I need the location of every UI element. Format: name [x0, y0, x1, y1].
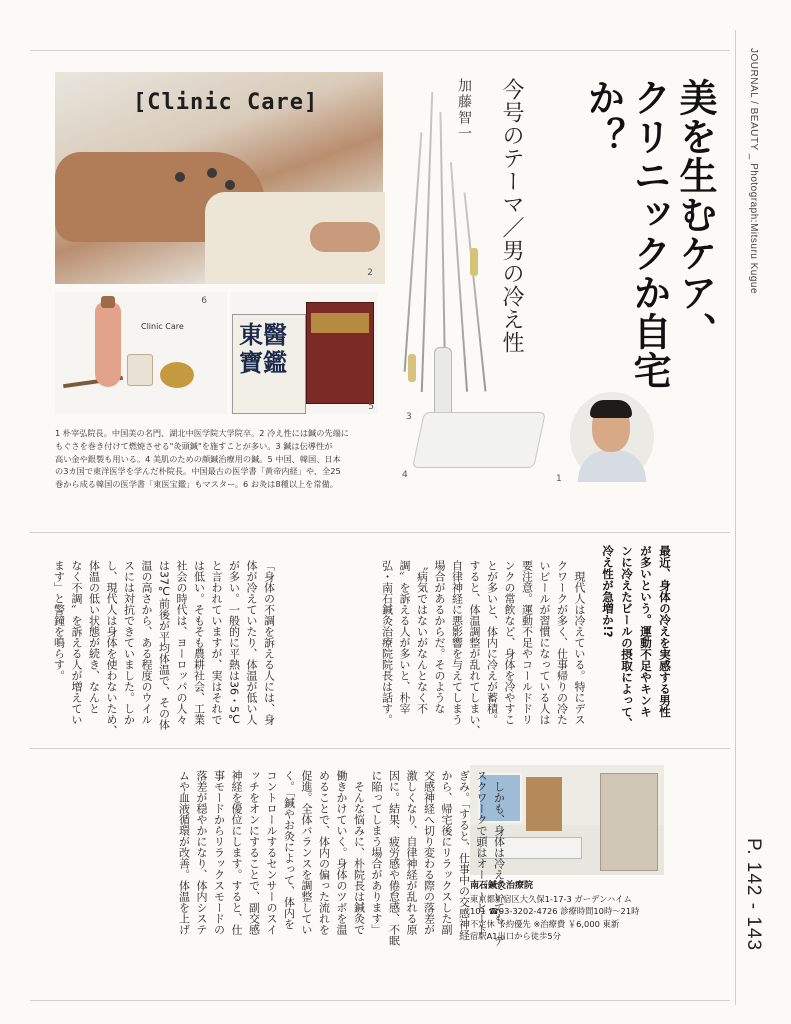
needle — [421, 92, 433, 392]
journal-label: JOURNAL / BEAUTY _ Photograph:Mitsuru Kugue — [748, 48, 759, 295]
medical-books-photo — [230, 292, 378, 414]
book-red — [306, 302, 374, 404]
moxa-bottle — [95, 302, 121, 387]
body-line: スには対抗できていました。しか — [122, 560, 136, 725]
body-line: ンクの常飲など、身体を冷やすこ — [503, 560, 516, 725]
body-line: コントロールするセンサーのスイ — [265, 770, 278, 935]
body-line: と言われていますが、実はそれで — [210, 560, 223, 725]
mid-rule — [30, 532, 730, 533]
face-needle-tray-photo — [402, 404, 562, 480]
photo-number: 2 — [367, 268, 373, 278]
moxa-sponge — [160, 362, 194, 388]
photo-number: 1 — [556, 474, 562, 484]
clinic-info-line: 不定休 予約優先 ※治療費 ￥6,000 東新 — [470, 918, 620, 929]
body-line: 事モードからリラックスモードの — [212, 770, 226, 935]
body-column-b — [50, 560, 278, 740]
body-line: 〝病気ではないがなんとなく不 — [415, 560, 429, 714]
body-line: そんな悩みに、朴院長は鍼灸で — [352, 770, 366, 935]
body-line: 現代人は冷えている。特にデス — [573, 560, 586, 725]
caption-line: 高い金や銀製も用いる。4 美肌のための顔鍼治療用の鍼。5 中国、韓国、日本 — [55, 453, 341, 464]
body-line: ムや血液循環が改善。体温を上げ — [177, 770, 191, 935]
clinic-shelf — [600, 773, 658, 871]
moxa-items-photo — [55, 292, 227, 414]
body-line: 神経を優位にします。すると、仕 — [230, 770, 243, 935]
body-line: 交感神経へ切り変わる際の落差が — [422, 770, 436, 935]
bottom-rule — [30, 1000, 730, 1001]
body-line: 社会の時代は、ヨーロッパの人々 — [175, 560, 188, 725]
article-lead — [598, 545, 674, 745]
needle-marker — [207, 168, 217, 178]
author-byline: 加藤智一 — [456, 78, 472, 142]
body-column-c — [175, 770, 508, 990]
lead-line: 最近、身体の冷えを実感する男性 — [658, 545, 672, 718]
body-line: 激しくなり、自律神経が乱れる原 — [405, 770, 418, 935]
body-line: なく不調〟を訴える人が増えてい — [70, 560, 83, 725]
body-line: クワークが多く、仕事帰りの冷た — [555, 560, 569, 725]
needle-head — [470, 248, 478, 276]
body-line: スクワークで頭はオーバーヒート — [475, 770, 488, 935]
body-line: 場合があるからだ。そのような — [433, 560, 446, 714]
body-line: 調〟を訴える人が多いと、朴宰 — [398, 560, 411, 714]
body-line: は37℃前後が平均体温で、その体 — [157, 560, 171, 730]
portrait-body — [578, 450, 646, 482]
body-line: 温の高さから、ある程度のウイル — [140, 560, 153, 725]
body-line: 要注意。運動不足やコールドドリ — [520, 560, 534, 725]
body-line: 働きかけていく。身体のツボを温 — [335, 770, 348, 935]
body-line: 促進。全体バランスを調整してい — [300, 770, 313, 935]
body-line: は低い。そもそも農耕社会、工業 — [192, 560, 206, 725]
body-line: 弘・南石鍼灸治療院院長は話す。 — [380, 560, 394, 725]
photo-caption — [55, 427, 390, 491]
body-line: 「身体の不調を訴える人には、身 — [262, 560, 276, 725]
clinic-door — [526, 777, 562, 831]
page-number: P. 142 - 143 — [743, 838, 764, 952]
body-line: ぎみ。「すると、仕事中の交感神経 — [457, 770, 471, 941]
body-line: めることで、体内の偏った流れを — [317, 770, 331, 935]
portrait-hair — [590, 400, 632, 418]
article-title — [580, 78, 718, 398]
lead-line: ンに冷えたビールの摂取によって、 — [620, 545, 634, 729]
caption-line: もぐさを巻き付けて燃焼させる"灸頭鍼"を施すことが多い。3 鍼は伝導性が — [55, 440, 333, 451]
body-line: しかも、身体は冷えていても、デ — [492, 770, 506, 946]
clinic-care-photo — [55, 72, 383, 284]
needle-head — [408, 354, 416, 382]
title-line: クリニックか自宅か？ — [581, 78, 671, 390]
theme-line: 今号のテーマ／男の冷え性 — [499, 78, 524, 354]
right-rule — [735, 30, 736, 1005]
body-line: 因に。結果、疲労感や倦怠感、不眠 — [387, 770, 401, 946]
body-line: に陥ってしまう場合があります」 — [370, 770, 383, 935]
bottle-cap — [101, 296, 115, 308]
items-label: Clinic Care — [141, 322, 184, 331]
body-line: 体が冷えていたり、体温が低い人 — [245, 560, 258, 725]
needle-tray — [412, 412, 546, 468]
clinic-name: 南石鍼灸治療院 — [470, 881, 534, 891]
needle-marker — [175, 172, 185, 182]
needle — [464, 192, 487, 391]
mid-rule-2 — [30, 748, 730, 749]
photo-number: 5 — [368, 402, 374, 412]
clinic-care-tag: [Clinic Care] — [133, 90, 319, 115]
needle-marker — [225, 180, 235, 190]
caption-line: 1 朴宰弘院長。中国美の名門、湖北中医学院大学院卒。2 冷え性には鍼の先端に — [55, 428, 349, 438]
body-line: とが多いと、体内に冷えが蓄積。 — [485, 560, 499, 725]
body-line: く。「鍼やお灸によって、体内を — [282, 770, 296, 930]
caption-line: 巻から成る韓国の医学書「東医宝鑑」もマスター。6 お灸は8種以上を常備。 — [55, 479, 338, 490]
body-line: から、帰宅後にリラックスした副 — [440, 770, 453, 935]
clinic-info-line: 101 ☎03-3202-4726 診療時間10時～21時 — [470, 906, 640, 917]
photo-number: 4 — [402, 470, 408, 480]
needles-photo — [382, 72, 492, 422]
body-line: 落差が穏やかになり、体内システ — [195, 770, 208, 935]
body-line: いビールが習慣になっている人は — [538, 560, 551, 725]
moxa-jar — [127, 354, 153, 386]
body-line: ッチをオンにすることで、副交感 — [247, 770, 261, 935]
title-line: 美を生むケア、 — [673, 78, 717, 351]
top-rule — [30, 50, 730, 51]
body-line: 自律神経に悪影響を与えてしまう — [450, 560, 464, 725]
clinic-info-line: 東京都新宿区大久保1-17-3 ガーデンハイム — [470, 893, 632, 904]
lead-line: 冷え性が急増か!? — [601, 545, 615, 638]
body-column-a — [378, 560, 588, 740]
clinic-info-line: 宿駅A1出口から徒歩5分 — [470, 931, 561, 942]
needle — [404, 132, 423, 372]
director-portrait — [556, 392, 654, 484]
body-line: すると、体温調整が乱れてしまい、 — [468, 560, 481, 736]
body-line: 体温の低い状態が続き、なんと — [87, 560, 101, 714]
photo-number: 6 — [201, 296, 207, 306]
book-dongui-bogam: 東醫 寶鑑 — [232, 314, 306, 414]
photo-number: 3 — [406, 412, 412, 422]
lead-line: が多いという。運動不足やキンキ — [639, 545, 653, 718]
caption-line: の3カ国で東洋医学を学んだ朴院長。中国最古の医学書「黄帝内経」や、全25 — [55, 466, 341, 477]
body-line: ます」と警鐘を鳴らす。 — [52, 560, 66, 681]
body-line: し、現代人は身体を使わないため、 — [105, 560, 118, 736]
body-line: が多い。一般的に平熱は36・5℃ — [227, 560, 241, 726]
practitioner-hand — [310, 222, 380, 252]
issue-theme — [498, 78, 524, 358]
